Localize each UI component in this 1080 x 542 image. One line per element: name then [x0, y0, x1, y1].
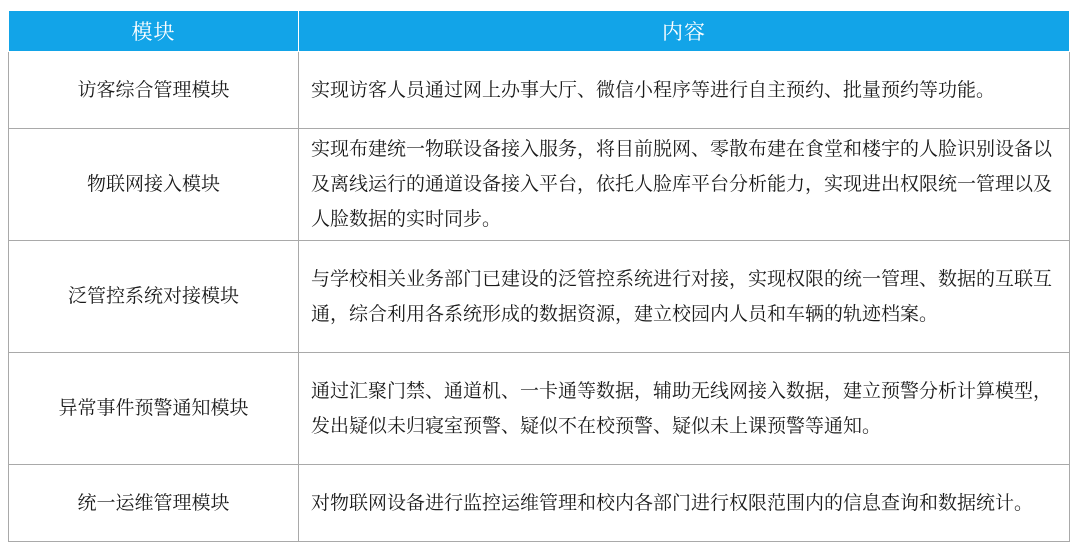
table-row — [9, 52, 1070, 129]
table-row — [9, 353, 1070, 465]
header-content: 内容 — [299, 11, 1070, 52]
table-row — [9, 241, 1070, 353]
module-content-cell: 对物联网设备进行监控运维管理和校内各部门进行权限范围内的信息查询和数据统计。 — [299, 465, 1070, 542]
table-row — [9, 129, 1070, 241]
module-content-cell: 通过汇聚门禁、通道机、一卡通等数据，辅助无线网接入数据，建立预警分析计算模型，发出疑似未归寝室预警、疑似不在校预警、疑似未上课预警等通知。 — [299, 353, 1070, 465]
module-table — [8, 10, 1070, 542]
table-row — [9, 465, 1070, 542]
header-row — [9, 11, 1070, 52]
module-table-container — [8, 10, 1070, 542]
header-module: 模块 — [9, 11, 299, 52]
module-content-cell: 实现访客人员通过网上办事大厅、微信小程序等进行自主预约、批量预约等功能。 — [299, 52, 1070, 129]
module-content-cell: 实现布建统一物联设备接入服务，将目前脱网、零散布建在食堂和楼宇的人脸识别设备以及离线运行的通道设备接入平台，依托人脸库平台分析能力，实现进出权限统一管理以及人脸数据的实时同步。 — [299, 129, 1070, 241]
table-header — [9, 11, 1070, 52]
module-name-cell: 物联网接入模块 — [9, 129, 299, 241]
module-content-cell: 与学校相关业务部门已建设的泛管控系统进行对接，实现权限的统一管理、数据的互联互通，综合利用各系统形成的数据资源，建立校园内人员和车辆的轨迹档案。 — [299, 241, 1070, 353]
module-name-cell: 统一运维管理模块 — [9, 465, 299, 542]
module-name-cell: 访客综合管理模块 — [9, 52, 299, 129]
module-name-cell: 异常事件预警通知模块 — [9, 353, 299, 465]
module-name-cell: 泛管控系统对接模块 — [9, 241, 299, 353]
table-body — [9, 52, 1070, 542]
